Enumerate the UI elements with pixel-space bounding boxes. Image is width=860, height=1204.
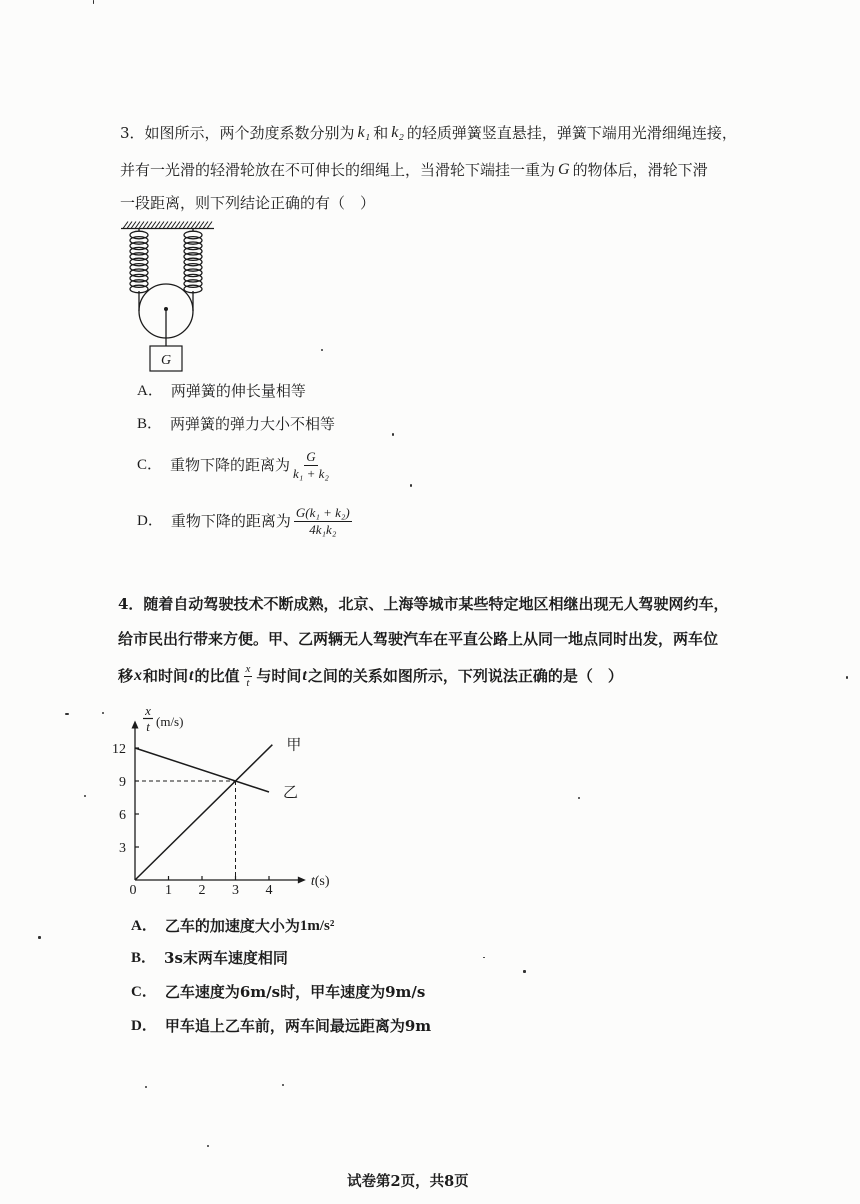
q4-stem-line [118, 595, 728, 613]
x-tick-label: 2 [198, 883, 206, 898]
y-axis-label-numerator: x [145, 703, 151, 718]
y-axis-arrow [132, 721, 139, 729]
series-yi-line [135, 748, 269, 792]
scan-speck [392, 433, 394, 436]
left-spring [130, 229, 148, 312]
page-footer [347, 1173, 469, 1191]
page-number-text: 试卷第2页，共8页 [347, 1173, 469, 1190]
series-jia-line [135, 745, 272, 880]
spring-pulley-diagram [115, 215, 225, 380]
y-axis-label-denominator: t [146, 719, 150, 734]
scan-speck [93, 0, 94, 4]
option-text: 3s末两车速度相同 [164, 949, 288, 967]
option-letter: D． [131, 1018, 157, 1034]
scan-speck [38, 936, 41, 939]
q3-option-d [137, 505, 355, 537]
q4-stem-text: 移 [118, 667, 134, 685]
acceleration-value: 1m/s² [299, 918, 335, 934]
left-spring-coils [130, 231, 148, 293]
option-letter: A． [137, 383, 163, 399]
series-yi-label: 乙 [283, 783, 299, 801]
x-tick-label: 3 [232, 883, 239, 898]
option-text: 重物下降的距离为 [170, 512, 291, 530]
q4-stem-text: 和时间 [143, 667, 189, 685]
option-text: 甲车追上乙车前，两车间最远距离为9m [164, 1017, 432, 1035]
x-tick-label: 0 [129, 883, 137, 898]
option-text: 两弹簧的弹力大小不相等 [170, 415, 336, 433]
q4-option-a [131, 917, 334, 935]
x-axis-label [311, 874, 330, 889]
q4-stem-text: 给市民出行带来方便。甲、乙两辆无人驾驶汽车在平直公路上从同一地点同时出发，两车位 [118, 630, 719, 648]
q4-stem-line [118, 663, 623, 689]
q4-stem-text: 的比值 [194, 667, 240, 685]
scan-speck [578, 797, 580, 799]
x-axis-arrow [298, 877, 306, 884]
y-tick-label: 6 [119, 808, 126, 823]
scan-speck [207, 1145, 209, 1147]
scan-speck [483, 957, 485, 958]
weight-label: G [160, 353, 172, 368]
distance-fraction [294, 506, 352, 537]
right-spring-coils [184, 231, 202, 293]
scan-speck [282, 1084, 284, 1086]
scan-speck [523, 970, 526, 973]
q3-stem-text: 和 [373, 124, 389, 142]
k1-symbol: k₁ [357, 124, 371, 141]
q4-stem-line [118, 630, 718, 648]
time-symbol: t [189, 667, 194, 684]
fraction-denominator: t [246, 676, 250, 689]
velocity-ratio-chart [95, 700, 355, 900]
q4-stem-text: 之间的关系如图所示，下列说法正确的是（ ） [307, 667, 623, 685]
fraction-denominator: k₁ + k₂ [293, 465, 329, 481]
y-axis-label-unit: (m/s) [156, 714, 184, 729]
q3-stem-text: 的轻质弹簧竖直悬挂，弹簧下端用光滑细绳连接， [406, 124, 737, 142]
q3-option-a [137, 382, 306, 400]
scan-speck [846, 676, 848, 679]
q3-stem-text: 并有一光滑的轻滑轮放在不可伸长的细绳上，当滑轮下端挂一重为 [120, 161, 556, 179]
time-symbol: t [302, 667, 307, 684]
option-text: 重物下降的距离为 [170, 456, 291, 474]
y-tick-label: 12 [112, 742, 126, 757]
q4-option-c [131, 983, 425, 1001]
ratio-fraction [244, 664, 253, 689]
option-text: 乙车速度为6m/s时，甲车速度为9m/s [164, 983, 426, 1001]
q3-stem-text: 3．如图所示，两个劲度系数分别为 [120, 124, 355, 142]
x-tick-label: 4 [265, 883, 273, 898]
q3-stem-line [120, 194, 375, 212]
x-tick-label: 1 [165, 883, 172, 898]
q4-option-d [131, 1017, 431, 1035]
option-text: 两弹簧的伸长量相等 [170, 382, 306, 400]
weight-symbol: G [558, 161, 570, 178]
y-tick-label: 3 [119, 841, 126, 856]
x-axis-label-unit: (s) [314, 874, 330, 889]
scan-speck [84, 795, 86, 797]
option-letter: A． [131, 918, 157, 934]
fraction-numerator: x [245, 662, 251, 675]
q4-stem-text: 与时间 [256, 667, 302, 685]
q3-stem-text: 一段距离，则下列结论正确的有（ ） [120, 194, 376, 212]
x-axis-label-variable: t [310, 874, 315, 889]
displacement-symbol: x [134, 667, 143, 684]
scan-speck [410, 484, 412, 487]
q3-stem-line [120, 124, 737, 142]
k2-symbol: k₂ [391, 124, 404, 141]
q3-option-b [137, 415, 335, 433]
option-letter: B． [131, 950, 157, 966]
q3-stem-line [120, 161, 708, 179]
q4-stem-text: 4．随着自动驾驶技术不断成熟，北京、上海等城市某些特定地区相继出现无人驾驶网约车， [118, 595, 729, 613]
series-jia-label: 甲 [286, 735, 302, 754]
scan-speck [321, 349, 323, 351]
scan-speck [102, 712, 104, 714]
q3-stem-text: 的物体后，滑轮下滑 [572, 161, 708, 179]
q3-option-c [137, 449, 332, 481]
q4-option-b [131, 949, 288, 967]
option-letter: C． [131, 984, 157, 1000]
option-letter: C． [137, 457, 163, 473]
scan-speck [145, 1086, 147, 1088]
y-tick-label: 9 [119, 775, 126, 790]
option-text: 乙车的加速度大小为 [164, 917, 300, 935]
option-letter: D． [137, 513, 163, 529]
right-spring [184, 229, 202, 312]
distance-fraction [293, 450, 329, 481]
fraction-denominator: 4k₁k₂ [309, 521, 337, 537]
fraction-numerator: G [306, 448, 316, 464]
scan-speck [65, 713, 69, 715]
option-letter: B． [137, 416, 163, 432]
ceiling-hatch [123, 222, 212, 229]
fraction-numerator: G(k₁ + k₂) [295, 504, 350, 520]
